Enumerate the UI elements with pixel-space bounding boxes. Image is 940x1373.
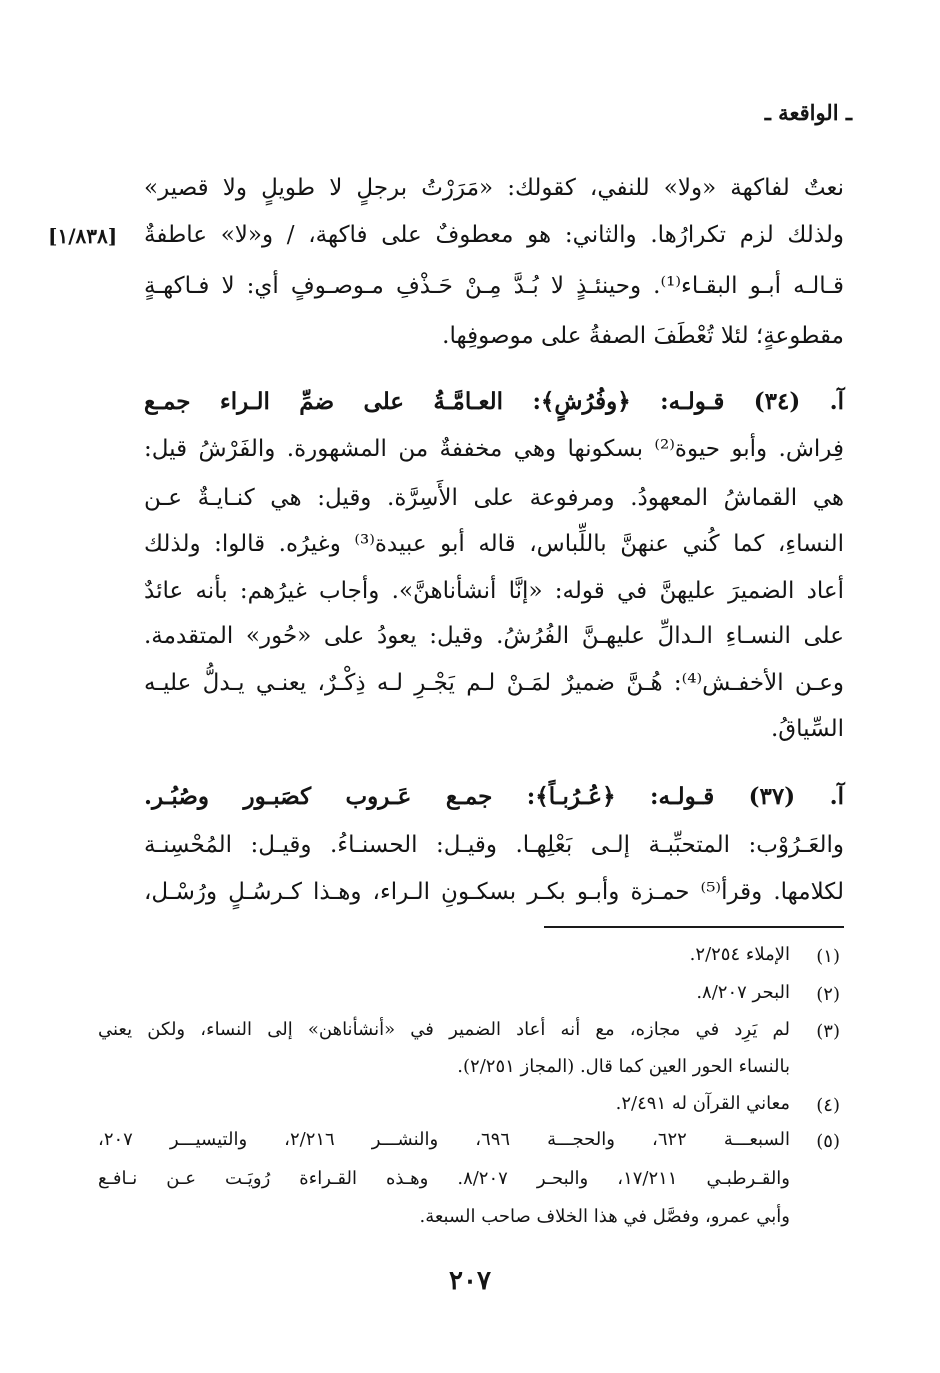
- footnote-1-number: (١): [816, 946, 840, 967]
- footnote-1-text: الإملاء ٢/٢٥٤.: [689, 944, 790, 965]
- body-line-8: النساءِ، كما كُني عنهنَّ باللِّباس، قاله أبو عبيدة⁽³⁾ وغيرُه. قالوا: ولذلك: [144, 531, 844, 557]
- body-line-11: وعـن الأخفـش⁽⁴⁾: هُـنَّ ضميرٌ لمَـنْ لـم يَجْـرِ لـه ذِكْـرٌ، يعنـي يـدلُّ عليـه: [144, 670, 844, 696]
- footnote-separator: [544, 926, 844, 928]
- footnote-4-number: (٤): [816, 1095, 840, 1116]
- body-line-14: والعَـرُوْب: المتحبِّبـة إلـى بَعْلِهـا. وقيـل: الحسنـاءُ. وقيـل: المُحْسِنـة: [144, 832, 844, 858]
- footnote-3-number: (٣): [816, 1021, 840, 1042]
- footnote-5-number: (٥): [816, 1131, 840, 1152]
- body-line-1: نعتٌ لفاكهة «ولا» للنفي، كقولك: «مَرَرْتُ برجلٍ لا طويلٍ ولا قصير»: [144, 175, 844, 201]
- body-line-3: قـالـه أبـو البقـاء⁽¹⁾. وحينئـذٍ لا بُـدَّ مِـنْ حَـذْفِ مـوصـوفٍ أي: لا فـاكهـةٍ: [144, 273, 844, 299]
- body-line-2: ولذلك لزم تكرارُها. والثاني: هو معطوفٌ على فاكهة، / و«لا» عاطفةٌ: [144, 222, 844, 248]
- body-line-9: أعاد الضميرَ عليهنَّ في قوله: «إنَّا أنشأناهنَّ». وأجاب غيرُهم: بأنه عائدٌ: [144, 578, 844, 604]
- footnote-5-text-line-3: وأبي عمرو، وفصَّل في هذا الخلاف صاحب السبعة.: [419, 1206, 790, 1227]
- body-line-10: على النسـاءِ الـدالِّ عليهـنَّ الفُرُشُ. وقيل: يعودُ على «حُور» المتقدمة.: [144, 623, 845, 649]
- footnote-5-text-line-2: والقـرطبـي ١٧/٢١١، والبحـر ٨/٢٠٧. وهـذه القـراءة رُويَـت عـن نـافـع: [98, 1168, 790, 1189]
- footnote-4-text: معاني القرآن له ٢/٤٩١.: [615, 1093, 790, 1114]
- footnote-3-text-line-1: لم يَرِد في مجازه، مع أنه أعاد الضمير في «أنشأناهن» إلى النساء، ولكن يعني: [98, 1019, 790, 1040]
- body-line-4: مقطوعةٍ؛ لئلا تُعْطَفَ الصفةُ على موصوفِها.: [442, 323, 844, 349]
- body-line-6: فِراش. وأبو حيوة⁽²⁾ بسكونها وهي مخففةٌ من المشهورة. والفَرْشُ قيل:: [144, 436, 844, 462]
- manuscript-reference: [١/٨٣٨]: [48, 224, 118, 248]
- verse-34-heading: آ. (٣٤) قـولـه: ﴿وفُرُشٍ﴾: العـامَّـةُ على ضمِّ الـراء جمـع: [144, 388, 844, 415]
- footnote-5-text-line-1: السبعـــة ٦٢٢، والحجـــة ٦٩٦، والنشـــر ٢/٢١٦، والتيسيـــر ٢٠٧،: [98, 1129, 790, 1150]
- footnote-2-number: (٢): [816, 984, 840, 1005]
- body-line-15: لكلامها. وقرأ⁽⁵⁾ حمـزة وأبـو بكـر بسكـونِ الـراء، وهـذا كـرسُـلٍ ورُسْـل،: [144, 879, 844, 905]
- footnote-3-text-line-2: بالنساء الحور العين كما قال. (المجاز ٢/٢٥١).: [457, 1056, 790, 1077]
- body-line-12: السِّياقُ.: [770, 716, 844, 742]
- page-header: ـ الواقعة ـ: [764, 100, 852, 125]
- verse-37-heading: آ. (٣٧) قـولـه: ﴿عُـرُبـاً﴾: جمـع عَـروب كصَبـور وصُبُـر.: [144, 783, 844, 810]
- footnote-2-text: البحر ٨/٢٠٧.: [696, 982, 790, 1003]
- body-line-7: هي القماشُ المعهودُ. ومرفوعة على الأَسِرَّة. وقيل: هي كنـايـةٌ عـن: [144, 485, 844, 511]
- page-number: ٢٠٧: [449, 1266, 491, 1296]
